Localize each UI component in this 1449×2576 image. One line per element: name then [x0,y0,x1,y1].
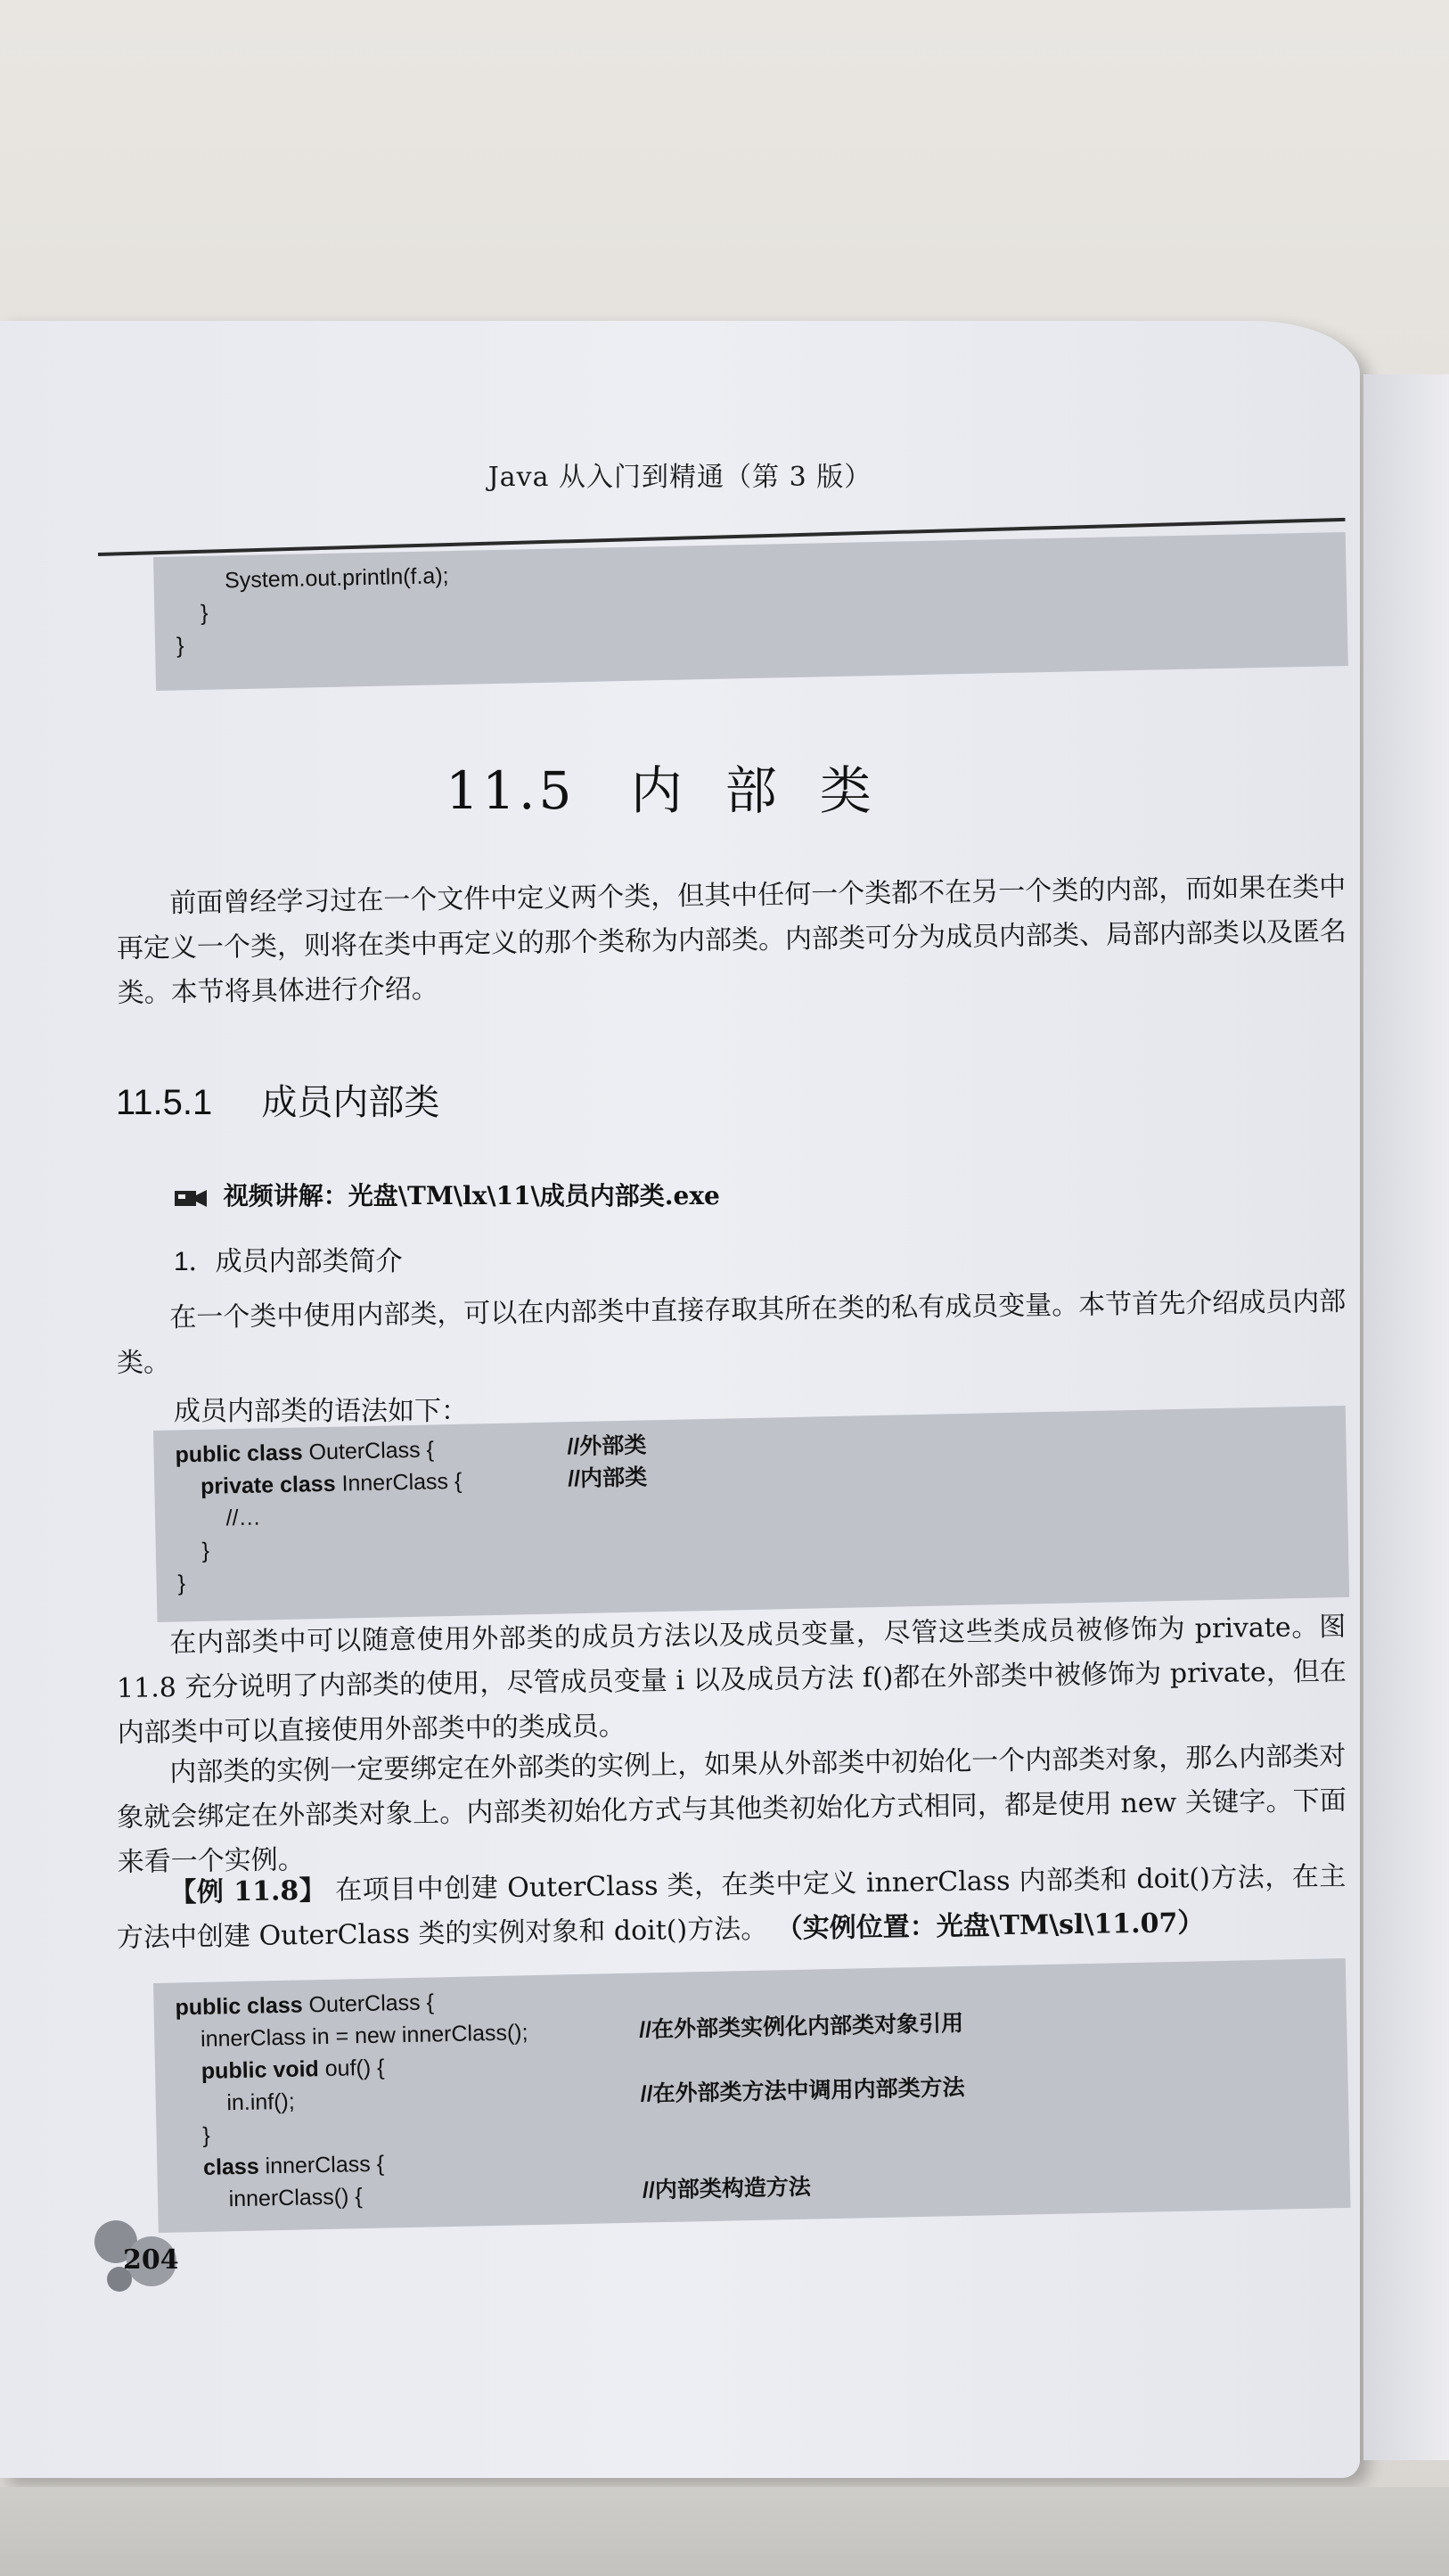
example-paragraph [116,1855,1347,1961]
code-text: } [176,1538,210,1564]
paragraph-intro: 前面曾经学习过在一个文件中定义两个类，但其中任何一个类都不在另一个类的内部，而如果在类中再定义一个类，则将在类中再定义的那个类称为内部类。内部类可分为成员内部类、局部内部类以及匿名类。本节将具体进行介绍。 [116,871,1347,1009]
subsection-number: 11.5.1 [116,1083,213,1122]
paragraph-instance: 内部类的实例一定要绑定在外部类的实例上，如果从外部类中初始化一个内部类对象，那么内部类对象就会绑定在外部类对象上。内部类初始化方式与其他类初始化方式相同，都是使用 new 关键字。下面来看一个实例。 [116,1740,1347,1878]
video-note [174,1177,720,1212]
code-text: innerClass in = new innerClass(); [176,2020,528,2053]
paragraph-member-intro: 在一个类中使用内部类，可以在内部类中直接存取其所在类的私有成员变量。本节首先介绍成员内部类。 [116,1285,1347,1379]
code-comment: //在外部类实例化内部类对象引用 [638,2010,964,2043]
next-page-edge [1363,374,1449,2460]
code-keyword: class [178,2154,259,2181]
subsection-title: 成员内部类 [261,1083,440,1122]
code-text: innerClass { [258,2151,385,2179]
code-line: } [176,633,184,659]
code-text: ouf() { [318,2055,385,2082]
example-text: 在项目中创建 OuterClass 类，在类中定义 innerClass 内部类和 doit()方法，在主方法中创建 OuterClass 类的实例对象和 doit()方法。 [116,1860,1347,1954]
code-text: OuterClass { [302,1989,435,2018]
code-text: OuterClass { [302,1437,435,1465]
code-comment: //内部类 [567,1464,648,1492]
running-head: Java 从入门到精通（第 3 版） [487,462,872,493]
page-number: 204 [123,2244,179,2276]
code-text: } [177,2122,211,2149]
table-surface [0,2487,1449,2576]
code-text: InnerClass { [335,1468,463,1497]
code-text: //… [176,1505,261,1532]
code-text: } [177,1571,186,1596]
code-comment: //外部类 [567,1432,647,1460]
code-block-syntax [153,1406,1349,1622]
code-text: innerClass() { [178,2184,363,2213]
code-keyword: private class [176,1471,336,1500]
section-title [0,749,1360,824]
code-comment: //内部类构造方法 [642,2174,812,2203]
code-keyword: public class [175,1440,303,1468]
code-line: System.out.println(f.a); [175,563,449,595]
section-number: 11.5 [446,760,576,821]
code-text: in.inf(); [176,2088,296,2117]
subsection-heading [116,1074,439,1125]
code-keyword: public class [175,1992,303,2021]
paragraph-usage: 在内部类中可以随意使用外部类的成员方法以及成员变量，尽管这些类成员被修饰为 private。图 11.8 充分说明了内部类的使用，尽管成员变量 i 以及成员方法 f()都在外部类中被修饰为 private，但在内部类中可以直接使用外部类中的类成员。 [116,1611,1347,1749]
example-location: （实例位置：光盘\TM\sl\11.07） [775,1907,1205,1945]
syntax-intro: 成员内部类的语法如下： [174,1396,468,1427]
code-line: } [176,600,209,627]
intro-heading: 1．成员内部类简介 [174,1247,403,1276]
video-camera-icon [174,1186,208,1210]
example-label: 【例 11.8】 [169,1875,327,1909]
code-block-example [153,1958,1351,2233]
section-name: 内部类 [630,760,914,821]
code-comment: //在外部类方法中调用内部类方法 [640,2074,965,2107]
code-keyword: public void [176,2056,320,2085]
video-note-text: 视频讲解：光盘\TM\lx\11\成员内部类.exe [223,1181,720,1210]
code-block-top [153,532,1348,691]
